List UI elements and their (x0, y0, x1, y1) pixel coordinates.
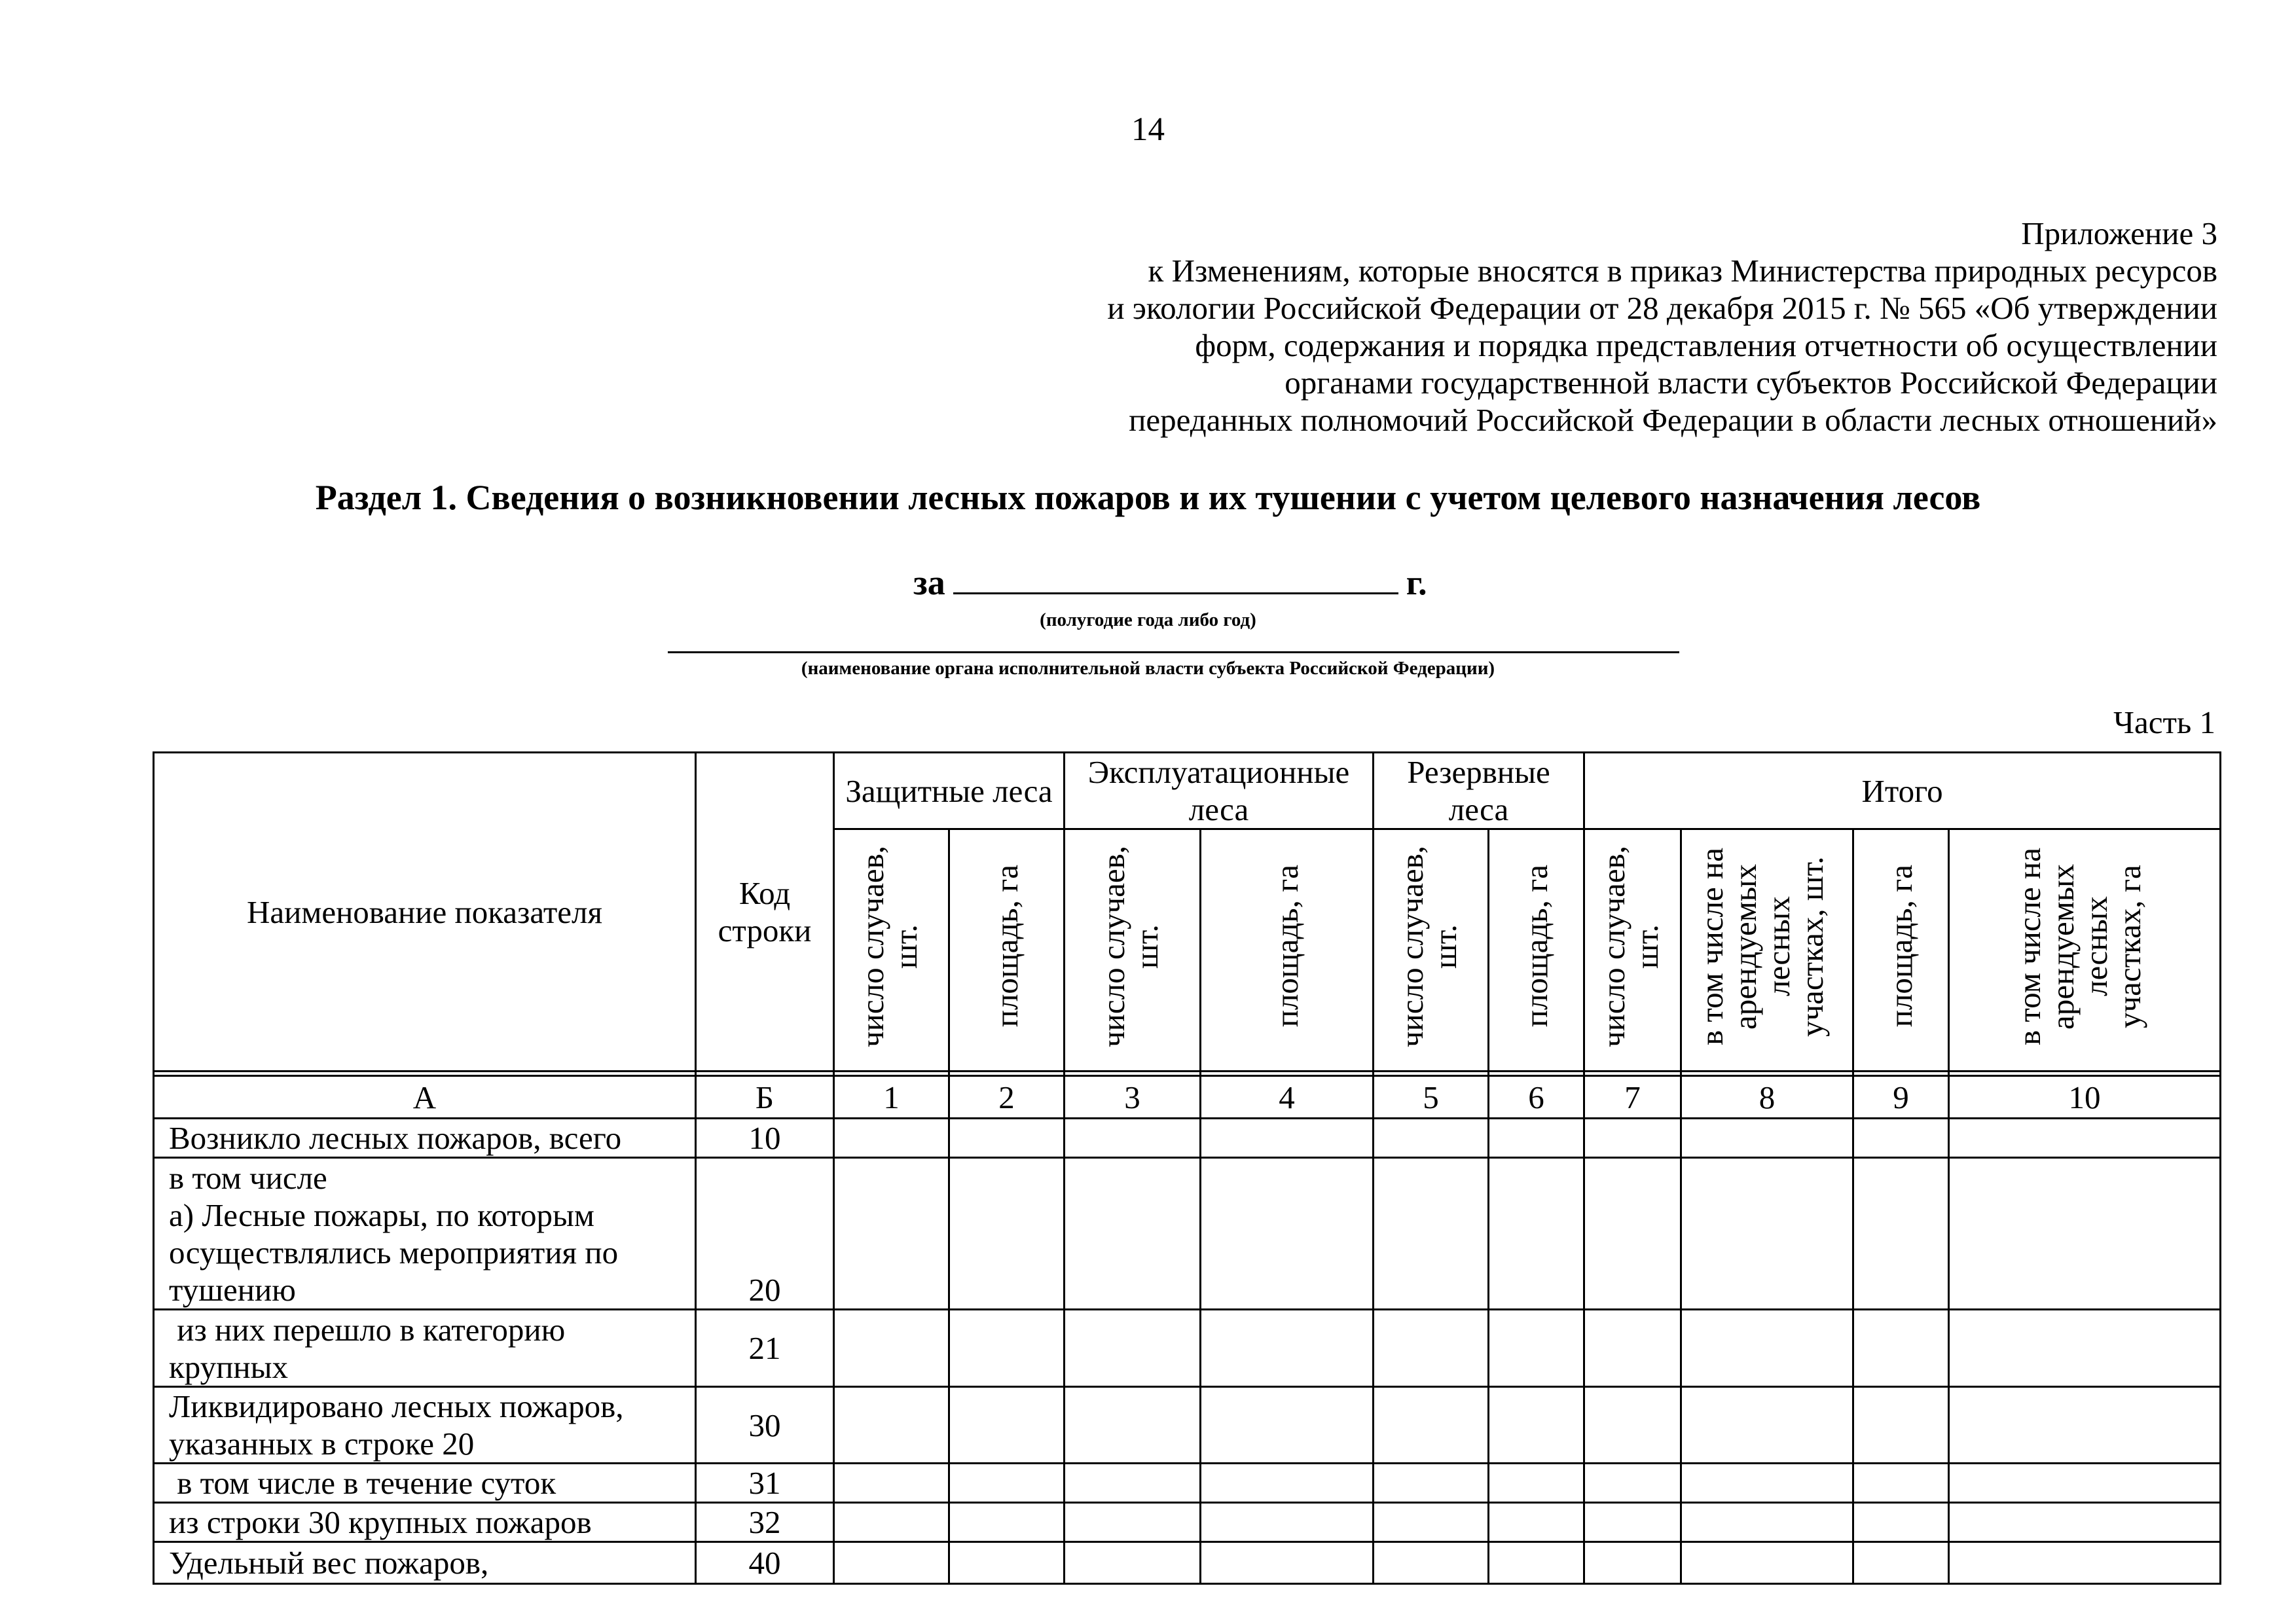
data-cell[interactable] (1374, 1119, 1489, 1158)
data-cell[interactable] (949, 1119, 1065, 1158)
data-cell[interactable] (1681, 1310, 1853, 1387)
data-cell[interactable] (1681, 1387, 1853, 1464)
column-letter: 8 (1681, 1076, 1853, 1119)
data-cell[interactable] (834, 1464, 949, 1503)
column-letter: 6 (1489, 1076, 1584, 1119)
data-cell[interactable] (949, 1310, 1065, 1387)
data-cell[interactable] (949, 1542, 1065, 1584)
data-cell[interactable] (1949, 1387, 2221, 1464)
data-cell[interactable] (1065, 1503, 1201, 1542)
period-prefix: за (913, 563, 945, 602)
column-letter: 4 (1201, 1076, 1374, 1119)
table-row (154, 1503, 2221, 1542)
row-code: 32 (696, 1503, 834, 1542)
data-cell[interactable] (1065, 1310, 1201, 1387)
row-name-line: осуществлялись мероприятия по (169, 1235, 619, 1271)
data-cell[interactable] (1853, 1464, 1949, 1503)
section-title: Раздел 1. Сведения о возникновении лесных пожаров и их тушении с учетом целевого назначения лесов (315, 478, 1981, 517)
data-cell[interactable] (1853, 1387, 1949, 1464)
data-cell[interactable] (1949, 1310, 2221, 1387)
org-note: (наименование органа исполнительной власти субъекта Российской Федерации) (801, 658, 1495, 679)
data-cell[interactable] (1374, 1310, 1489, 1387)
data-cell[interactable] (1949, 1464, 2221, 1503)
data-cell[interactable] (1853, 1542, 1949, 1584)
row-code: 40 (696, 1542, 834, 1584)
table-row (154, 1542, 2221, 1584)
appendix-line: органами государственной власти субъектов Российской Федерации (1285, 365, 2217, 401)
column-letter: А (154, 1076, 696, 1119)
row-name: Возникло лесных пожаров, всего (154, 1119, 696, 1158)
data-cell[interactable] (1584, 1503, 1681, 1542)
row-code: 21 (696, 1310, 834, 1387)
header-sub: число случаев, шт. (1065, 829, 1201, 1072)
data-cell[interactable] (1584, 1387, 1681, 1464)
row-code: 30 (696, 1387, 834, 1464)
table-row (154, 1158, 2221, 1310)
row-name-line: а) Лесные пожары, по которым (169, 1197, 594, 1233)
data-cell[interactable] (1489, 1542, 1584, 1584)
data-cell[interactable] (1201, 1119, 1374, 1158)
period-blank-field[interactable] (953, 566, 1398, 594)
data-cell[interactable] (1065, 1542, 1201, 1584)
header-group-protective: Защитные леса (834, 753, 1065, 829)
appendix-line: Приложение 3 (2021, 215, 2217, 251)
appendix-line: форм, содержания и порядка представления отчетности об осуществлении (1195, 327, 2217, 363)
data-cell[interactable] (1374, 1503, 1489, 1542)
column-letter: Б (696, 1076, 834, 1119)
row-name-line: тушению (169, 1272, 296, 1308)
row-code: 31 (696, 1464, 834, 1503)
header-code: Код строки (696, 753, 834, 1072)
header-sub: число случаев, шт. (1584, 829, 1681, 1072)
row-name (154, 1387, 696, 1464)
data-cell[interactable] (1949, 1503, 2221, 1542)
appendix-line: к Изменениям, которые вносятся в приказ Министерства природных ресурсов (1148, 253, 2217, 289)
data-cell[interactable] (1201, 1464, 1374, 1503)
header-sub: площадь, га (1489, 829, 1584, 1072)
row-name: из строки 30 крупных пожаров (154, 1503, 696, 1542)
data-cell[interactable] (1065, 1387, 1201, 1464)
column-letters-row (154, 1076, 2221, 1119)
data-cell[interactable] (1374, 1387, 1489, 1464)
column-letter: 9 (1853, 1076, 1949, 1119)
header-name: Наименование показателя (154, 753, 696, 1072)
data-cell[interactable] (1681, 1503, 1853, 1542)
header-sub: в том числе на арендуемых лесных участках, га (1949, 829, 2221, 1072)
table-row (154, 1387, 2221, 1464)
data-cell[interactable] (949, 1387, 1065, 1464)
header-spacer (154, 1072, 2221, 1076)
data-cell[interactable] (1949, 1542, 2221, 1584)
row-name: Удельный вес пожаров, (154, 1542, 696, 1584)
data-cell[interactable] (1853, 1310, 1949, 1387)
data-cell[interactable] (1374, 1158, 1489, 1310)
data-cell[interactable] (1201, 1158, 1374, 1310)
column-letter: 2 (949, 1076, 1065, 1119)
data-cell[interactable] (1681, 1158, 1853, 1310)
data-cell[interactable] (1201, 1387, 1374, 1464)
data-cell[interactable] (834, 1387, 949, 1464)
data-cell[interactable] (834, 1158, 949, 1310)
row-name-line: указанных в строке 20 (169, 1426, 475, 1462)
data-cell[interactable] (1681, 1119, 1853, 1158)
appendix-header (908, 215, 2217, 439)
header-sub: площадь, га (1853, 829, 1949, 1072)
period-note: (полугодие года либо год) (1040, 609, 1256, 630)
table-row (154, 1119, 2221, 1158)
data-cell[interactable] (1853, 1503, 1949, 1542)
fire-report-table (153, 751, 2221, 1585)
data-cell[interactable] (1374, 1464, 1489, 1503)
data-cell[interactable] (1489, 1387, 1584, 1464)
data-cell[interactable] (1065, 1464, 1201, 1503)
data-cell[interactable] (1853, 1158, 1949, 1310)
data-cell[interactable] (1853, 1119, 1949, 1158)
period-line (913, 562, 1427, 604)
column-letter: 3 (1065, 1076, 1201, 1119)
data-cell[interactable] (1584, 1119, 1681, 1158)
row-name-line: крупных (169, 1348, 289, 1385)
header-group-reserve: Резервные леса (1374, 753, 1584, 829)
row-code: 10 (696, 1119, 834, 1158)
data-cell[interactable] (1489, 1464, 1584, 1503)
data-cell[interactable] (1201, 1503, 1374, 1542)
data-cell[interactable] (949, 1503, 1065, 1542)
data-cell[interactable] (1065, 1119, 1201, 1158)
header-row-groups (154, 753, 2221, 829)
row-name-line: Ликвидировано лесных пожаров, (169, 1388, 624, 1424)
table-row (154, 1464, 2221, 1503)
row-name: в том числе в течение суток (154, 1464, 696, 1503)
row-name (154, 1158, 696, 1310)
data-cell[interactable] (1489, 1158, 1584, 1310)
header-group-operational: Эксплуатационные леса (1065, 753, 1374, 829)
data-cell[interactable] (1584, 1464, 1681, 1503)
data-cell[interactable] (1201, 1310, 1374, 1387)
header-group-total: Итого (1584, 753, 2221, 829)
data-cell[interactable] (1489, 1503, 1584, 1542)
header-sub: площадь, га (1201, 829, 1374, 1072)
header-sub: число случаев, шт. (834, 829, 949, 1072)
data-cell[interactable] (1681, 1542, 1853, 1584)
data-cell[interactable] (1374, 1542, 1489, 1584)
period-suffix: г. (1406, 563, 1427, 602)
page-number: 14 (1131, 111, 1165, 148)
data-cell[interactable] (1065, 1158, 1201, 1310)
data-cell[interactable] (1489, 1119, 1584, 1158)
row-name-line: из них перешло в категорию (169, 1311, 566, 1348)
appendix-line: и экологии Российской Федерации от 28 декабря 2015 г. № 565 «Об утверждении (1107, 290, 2217, 326)
data-cell[interactable] (949, 1464, 1065, 1503)
column-letter: 1 (834, 1076, 949, 1119)
data-cell[interactable] (1489, 1310, 1584, 1387)
appendix-line: переданных полномочий Российской Федерации в области лесных отношений» (1129, 402, 2217, 438)
data-cell[interactable] (834, 1310, 949, 1387)
row-name-line: в том числе (169, 1160, 327, 1196)
org-name-blank-field[interactable] (668, 651, 1679, 653)
data-cell[interactable] (834, 1503, 949, 1542)
data-cell[interactable] (1949, 1158, 2221, 1310)
header-sub: площадь, га (949, 829, 1065, 1072)
column-letter: 5 (1374, 1076, 1489, 1119)
column-letter: 7 (1584, 1076, 1681, 1119)
row-code: 20 (696, 1158, 834, 1310)
data-cell[interactable] (949, 1158, 1065, 1310)
data-cell[interactable] (834, 1119, 949, 1158)
table-row (154, 1310, 2221, 1387)
data-cell[interactable] (1584, 1310, 1681, 1387)
data-cell[interactable] (1681, 1464, 1853, 1503)
data-cell[interactable] (1584, 1158, 1681, 1310)
part-label: Часть 1 (2113, 704, 2215, 740)
data-cell[interactable] (1201, 1542, 1374, 1584)
data-cell[interactable] (834, 1542, 949, 1584)
column-letter: 10 (1949, 1076, 2221, 1119)
header-sub: в том числе на арендуемых лесных участках, шт. (1681, 829, 1853, 1072)
row-name (154, 1310, 696, 1387)
header-sub: число случаев, шт. (1374, 829, 1489, 1072)
data-cell[interactable] (1949, 1119, 2221, 1158)
data-cell[interactable] (1584, 1542, 1681, 1584)
